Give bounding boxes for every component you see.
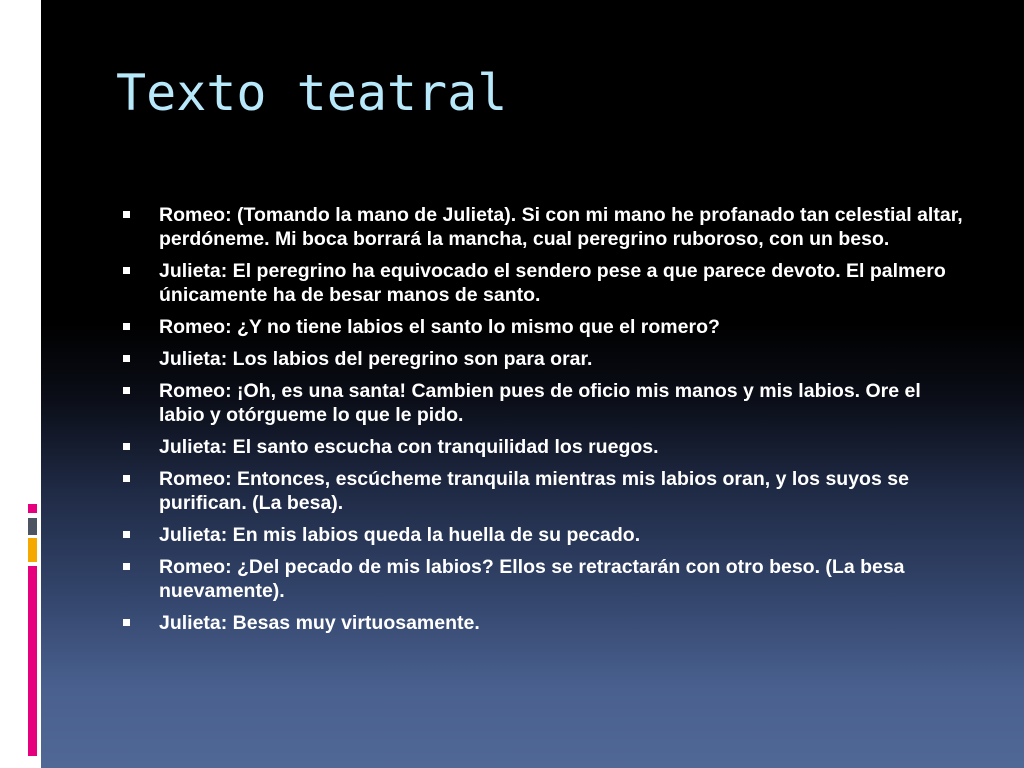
square-bullet-icon [123, 323, 130, 330]
bullet-item [118, 523, 966, 547]
bullet-item [118, 379, 966, 427]
bullet-text: Romeo: Entonces, escúcheme tranquila mientras mis labios oran, y los suyos se purifican. (La besa). [159, 468, 909, 514]
square-bullet-icon [123, 531, 130, 538]
square-bullet-icon [123, 619, 130, 626]
accent-block-pink-small [28, 504, 37, 513]
bullet-item [118, 203, 966, 251]
bullet-text: Romeo: (Tomando la mano de Julieta). Si con mi mano he profanado tan celestial altar, perdóneme. Mi boca borrará la mancha, cual peregrino ruboroso, con un beso. [159, 204, 963, 250]
bullet-item [118, 555, 966, 603]
bullet-text: Julieta: El peregrino ha equivocado el sendero pese a que parece devoto. El palmero únicamente ha de besar manos de santo. [159, 260, 946, 306]
bullet-text: Romeo: ¡Oh, es una santa! Cambien pues de oficio mis manos y mis labios. Ore el labio y otórgueme lo que le pido. [159, 380, 921, 426]
square-bullet-icon [123, 443, 130, 450]
accent-block-orange [28, 538, 37, 562]
bullet-item [118, 347, 966, 371]
square-bullet-icon [123, 211, 130, 218]
bullet-list [118, 203, 966, 643]
bullet-text: Julieta: En mis labios queda la huella de su pecado. [159, 524, 641, 546]
bullet-text: Julieta: El santo escucha con tranquilidad los ruegos. [159, 436, 659, 458]
square-bullet-icon [123, 475, 130, 482]
bullet-item [118, 315, 966, 339]
bullet-item [118, 611, 966, 635]
accent-bar-pink [28, 566, 37, 756]
slide-title: Texto teatral [116, 64, 508, 122]
square-bullet-icon [123, 355, 130, 362]
accent-block-gray [28, 518, 37, 535]
bullet-text: Julieta: Los labios del peregrino son para orar. [159, 348, 593, 370]
bullet-item [118, 467, 966, 515]
bullet-text: Romeo: ¿Y no tiene labios el santo lo mismo que el romero? [159, 316, 720, 338]
bullet-item [118, 259, 966, 307]
square-bullet-icon [123, 387, 130, 394]
square-bullet-icon [123, 267, 130, 274]
square-bullet-icon [123, 563, 130, 570]
bullet-text: Julieta: Besas muy virtuosamente. [159, 612, 480, 634]
bullet-text: Romeo: ¿Del pecado de mis labios? Ellos se retractarán con otro beso. (La besa nuevamente). [159, 556, 905, 602]
bullet-item [118, 435, 966, 459]
left-margin-strip [0, 0, 41, 768]
